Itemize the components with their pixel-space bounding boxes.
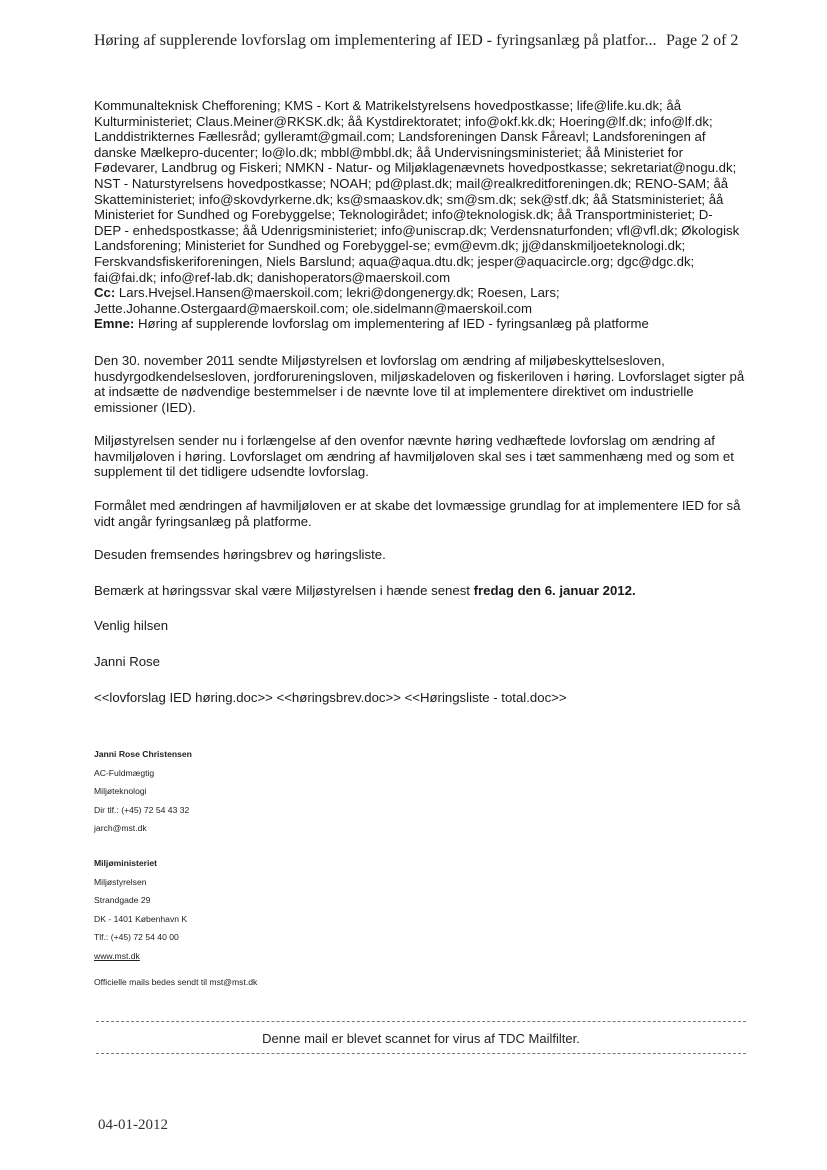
signature-email: jarch@mst.dk (94, 823, 147, 834)
cc-recipients: Lars.Hvejsel.Hansen@maerskoil.com; lekri@dongenergy.dk; Roesen, Lars; (118, 285, 560, 301)
body-paragraph: Formålet med ændringen af havmiljøloven er at skabe det lovmæssige grundlag for at implementere IED for så vidt angår fyringsanlæg på platforme. (94, 498, 741, 529)
signature-title: AC-Fuldmægtig (94, 767, 155, 778)
body-paragraph: Miljøstyrelsen sender nu i forlængelse af den ovenfor nævnte høring vedhæftede lovforslag om ændring af havmiljøloven i høring. Lovforslaget om ændring af havmiljøloven skal ses i tæt sammenhæng med og som et supplement til det tidligere udsendte lovforslag. (94, 433, 734, 480)
subject-label: Emne: (94, 316, 135, 332)
email-body (94, 98, 754, 705)
recipient-line: Ministeriet for Sundhed og Forebyggelse; Teknologirådet; info@teknologisk.dk; åå Transportministeriet; D- (94, 207, 713, 223)
closing-greeting: Venlig hilsen (94, 618, 169, 634)
cc-label: Cc: (94, 285, 116, 301)
body-paragraph: Den 30. november 2011 sendte Miljøstyrelsen et lovforslag om ændring af miljøbeskyttelsesloven, husdyrgodkendelsesloven, jordforureningsloven, miljøskadeloven og fiskeriloven i høring. Lovforslaget sigter på at indsætte de nødvendige bestemmelser i de nævnte love til at implementere direktivet om industrielle emissioner (IED). (94, 352, 745, 415)
organization-city: DK - 1401 København K (94, 913, 188, 924)
signature-name: Janni Rose Christensen (94, 749, 192, 759)
signature-unit: Miljøteknologi (94, 786, 147, 797)
recipient-line: Ferskvandsfiskeriforeningen, Niels Barslund; aqua@aqua.dtu.dk; jesper@aquacircle.org; dgc@dgc.dk; (94, 253, 695, 269)
virus-scan-notice: Denne mail er blevet scannet for virus af TDC Mailfilter. (262, 1031, 580, 1046)
recipient-line: NST - Naturstyrelsens hovedpostkasse; NOAH; pd@plast.dk; mail@realkreditforeningen.dk; RENO-SAM; åå (94, 175, 729, 191)
subject-text: Høring af supplerende lovforslag om implementering af IED - fyringsanlæg på platforme (137, 316, 649, 332)
recipient-line: Landdistrikternes Fællesråd; gylleramt@gmail.com; Landsforeningen Dansk Fåreavl; Landsforeningen af (94, 129, 706, 145)
organization-web-link: www.mst.dk (94, 950, 140, 961)
recipient-line: Landsforening; Ministeriet for Sundhed og Forebyggel-se; evm@evm.dk; jj@danskmiljoeteknologi.dk; (94, 238, 686, 254)
organization-name: Miljøministeriet (94, 857, 158, 868)
deadline-date: fredag den 6. januar 2012. (473, 582, 636, 598)
sender-name: Janni Rose (94, 654, 160, 670)
cc-line (94, 285, 754, 301)
recipient-line: fai@fai.dk; info@ref-lab.dk; danishoperators@maerskoil.com (94, 269, 451, 285)
print-date: 04-01-2012 (98, 1117, 168, 1133)
deadline-paragraph (94, 583, 754, 599)
page-indicator: Page 2 of 2 (666, 32, 739, 49)
email-signature (94, 745, 192, 966)
recipient-line: Kommunalteknisk Chefforening; KMS - Kort & Matrikelstyrelsens hovedpostkasse; life@life.ku.dk; åå (94, 98, 682, 113)
recipient-line: Skatteministeriet; info@skovdyrkerne.dk; ks@smaaskov.dk; sm@sm.dk; sek@stf.dk; åå Statsministeriet; åå (94, 191, 724, 207)
recipient-line: Fødevarer, Landbrug og Fiskeri; NMKN - Natur- og Miljøklagenævnets hovedpostkasse; sekretariat@nogu.dk; (94, 160, 737, 176)
organization-street: Strandgade 29 (94, 895, 151, 906)
organization-agency: Miljøstyrelsen (94, 876, 147, 887)
cc-line-2: Jette.Johanne.Ostergaard@maerskoil.com; ole.sidelmann@maerskoil.com (94, 300, 532, 316)
recipient-line: Kulturministeriet; Claus.Meiner@RKSK.dk; åå Kystdirektoratet; info@okf.kk.dk; Hoering@lf.dk; info@lf.dk; (94, 113, 713, 129)
divider-bottom (96, 1053, 746, 1054)
divider-top (96, 1021, 746, 1022)
official-mail-note: Officielle mails bedes sendt til mst@mst.dk (94, 977, 258, 987)
recipient-line: danske Mælkepro-ducenter; lo@lo.dk; mbbl@mbbl.dk; åå Undervisningsministeriet; åå Ministeriet for (94, 144, 683, 160)
organization-phone: Tlf.: (+45) 72 54 40 00 (94, 932, 179, 943)
recipient-list (94, 98, 754, 285)
body-paragraph: Desuden fremsendes høringsbrev og høringsliste. (94, 547, 386, 563)
deadline-text: Bemærk at høringssvar skal være Miljøstyrelsen i hænde senest (94, 582, 474, 598)
subject-line (94, 316, 754, 332)
header-title: Høring af supplerende lovforslag om implementering af IED - fyringsanlæg på platfor... (94, 32, 657, 49)
signature-phone: Dir tlf.: (+45) 72 54 43 32 (94, 804, 190, 815)
recipient-line: DEP - enhedspostkasse; åå Udenrigsministeriet; info@uniscrap.dk; Verdensnaturfonden; vfl@vfl.dk; Økologisk (94, 222, 740, 238)
attachment-list: <<lovforslag IED høring.doc>> <<høringsbrev.doc>> <<Høringsliste - total.doc>> (94, 689, 567, 705)
